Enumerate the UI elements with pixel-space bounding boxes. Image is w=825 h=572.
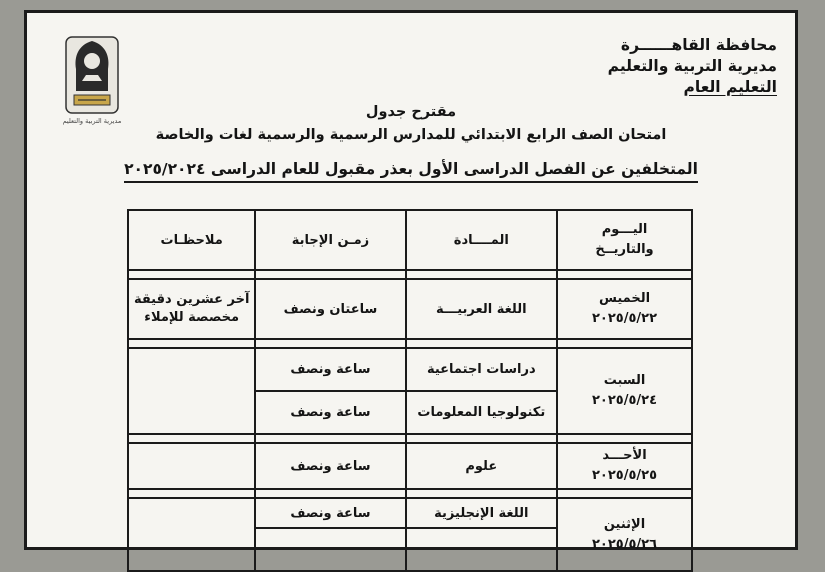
title-line-2: امتحان الصف الرابع الابتدائي للمدارس الرسمية والرسمية لغات والخاصة: [155, 127, 667, 143]
header-duration: زمـن الإجابة: [255, 210, 405, 270]
table-header-row: [128, 210, 692, 270]
title-line-3: المتخلفين عن الفصل الدراسى الأول بعذر مقبول للعام الدراسى ٢٠٢٥/٢٠٢٤: [124, 158, 698, 183]
duration-cell: ساعة ونصف: [255, 498, 405, 528]
subject-cell: علوم: [406, 443, 558, 489]
subject-cell: اللغة العربيـــة: [406, 279, 558, 339]
subject-cell: تكنولوجيا المعلومات: [406, 391, 558, 434]
governorate-name: محافظة القاهــــــرة: [620, 36, 777, 54]
exam-schedule-table: [127, 209, 693, 572]
day-date-cell: الأحـــد ٢٠٢٥/٥/٢٥: [557, 443, 692, 489]
subject-cell: دراسات اجتماعية: [406, 348, 558, 391]
duration-cell: ساعتان ونصف: [255, 279, 405, 339]
subject-cell: اللغة الإنجليزية: [406, 498, 558, 528]
department-name: التعليم العام: [683, 78, 777, 96]
table-row: [128, 498, 692, 528]
header-notes: ملاحظـات: [128, 210, 255, 270]
table-row: [128, 348, 692, 391]
header-subject: المــــادة: [406, 210, 558, 270]
logo-caption: مديرية التربية والتعليم: [62, 117, 122, 125]
document-page: [24, 10, 798, 550]
day-date-cell: الخميس ٢٠٢٥/٥/٢٢: [557, 279, 692, 339]
duration-cell: ساعة ونصف: [255, 443, 405, 489]
duration-cell: ساعة ونصف: [255, 348, 405, 391]
notes-cell: آخر عشرين دقيقة مخصصة للإملاء: [128, 279, 255, 339]
day-date-cell: السبت ٢٠٢٥/٥/٢٤: [557, 348, 692, 434]
notes-cell: [128, 443, 255, 489]
table-row: [128, 279, 692, 339]
duration-cell: ساعة ونصف: [255, 391, 405, 434]
duration-cell: [255, 528, 405, 571]
subject-cell: [406, 528, 558, 571]
notes-cell: [128, 498, 255, 571]
header-day-date: اليـــوم والتاريــخ: [557, 210, 692, 270]
title-line-1: مقترح جدول: [365, 104, 457, 120]
directorate-name: مديرية التربية والتعليم: [607, 57, 777, 75]
day-date-cell: الإثنين ٢٠٢٥/٥/٢٦: [557, 498, 692, 571]
issuer-header: [608, 35, 777, 98]
table-row: [128, 443, 692, 489]
notes-cell: [128, 348, 255, 434]
document-title: [27, 101, 795, 183]
